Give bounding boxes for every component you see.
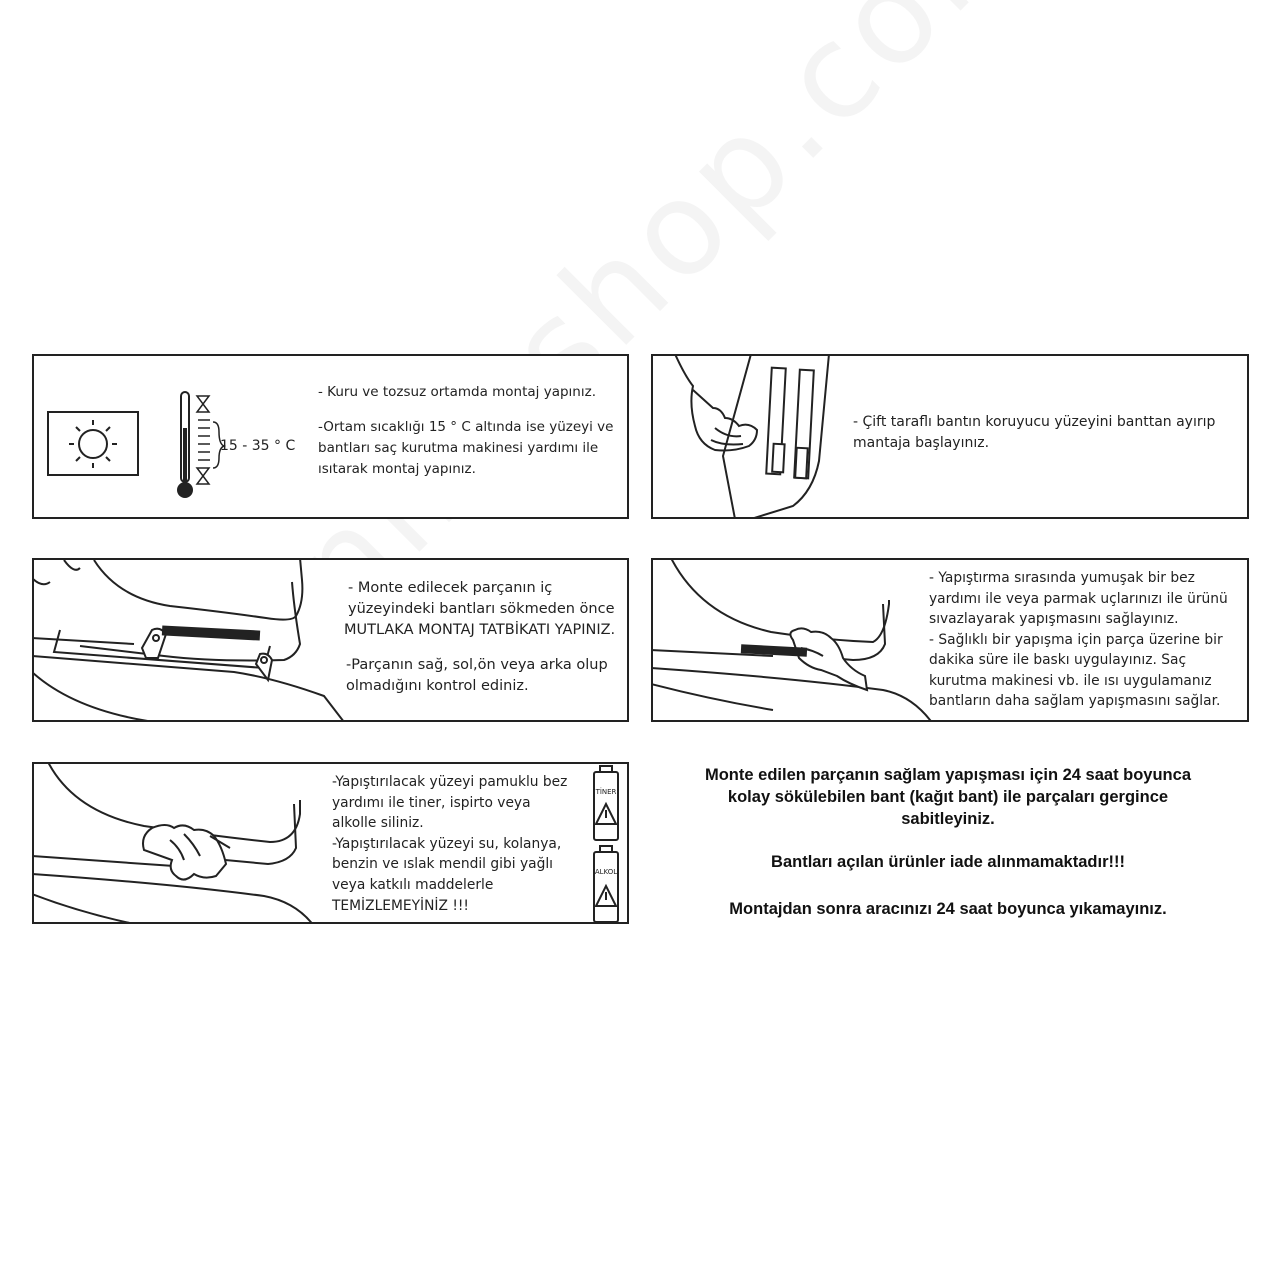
instruction-line: olmadığını kontrol ediniz. (346, 678, 529, 694)
instruction-panel-cleaning (32, 762, 629, 924)
notice-no-wash (648, 898, 1248, 920)
instruction-line: mantaja başlayınız. (853, 435, 990, 451)
instruction-line: -Ortam sıcaklığı 15 ° C altında ise yüzeyi ve (318, 419, 614, 435)
instruction-line: bantları saç kurutma makinesi yardımı ile (318, 440, 599, 456)
notice-line: Monte edilen parçanın sağlam yapışması için 24 saat boyunca (704, 766, 1191, 784)
alcohol-bottle-icon (594, 846, 618, 922)
instruction-line: - Sağlıklı bir yapışma için parça üzerine bir (929, 631, 1223, 648)
instruction-line: TEMİZLEMEYİNİZ !!! (332, 897, 469, 914)
instruction-panel-environment (32, 354, 629, 519)
notice-line: sabitleyiniz. (901, 810, 995, 828)
instruction-line: yüzeyindeki bantları sökmeden önce (348, 601, 615, 617)
press-instructions (929, 568, 1247, 712)
notice-no-returns (648, 851, 1248, 873)
instruction-panel-tape-peel (651, 354, 1249, 519)
instruction-line: dakika süre ile baskı uygulayınız. Saç (929, 652, 1187, 668)
tape-peel-instructions (853, 412, 1243, 454)
instruction-line: - Yapıştırma sırasında yumuşak bir bez (929, 570, 1195, 586)
notice-fixing (648, 764, 1248, 830)
instruction-line: - Kuru ve tozsuz ortamda montaj yapınız. (318, 384, 596, 400)
alcohol-label: ALKOL (594, 868, 618, 876)
instruction-line: alkolle siliniz. (332, 815, 424, 832)
instruction-line: veya katkılı maddelerle (332, 876, 494, 893)
instruction-line: -Parçanın sağ, sol,ön veya arka olup (346, 657, 608, 673)
instruction-line: -Yapıştırılacak yüzeyi su, kolanya, (332, 835, 562, 852)
cleaning-instructions (332, 772, 594, 916)
instruction-panel-test-fit (32, 558, 629, 722)
test-fit-instructions (344, 578, 629, 697)
notice-line: Bantları açılan ürünler iade alınmamaktadır!!! (771, 853, 1125, 871)
notice-line: kolay sökülebilen bant (kağıt bant) ile parçaları gergince (727, 788, 1169, 806)
thinner-label: TİNER (595, 788, 617, 796)
instruction-line: bantların daha sağlam yapışmasını sağlar. (929, 693, 1221, 709)
instruction-line: yardımı ile tiner, ispirto veya (332, 794, 531, 811)
environment-instructions (318, 382, 618, 480)
instruction-line: sıvazlayarak yapışmasını sağlayınız. (929, 611, 1179, 627)
instruction-line: - Çift taraflı bantın koruyucu yüzeyini banttan ayırıp (853, 414, 1216, 430)
thermometer-icon (177, 392, 224, 498)
instruction-line: benzin ve ıslak mendil gibi yağlı (332, 856, 554, 873)
instruction-line: - Monte edilecek parçanın iç (348, 580, 553, 596)
instruction-line: -Yapıştırılacak yüzeyi pamuklu bez (332, 774, 568, 790)
instruction-line: MUTLAKA MONTAJ TATBİKATI YAPINIZ. (344, 622, 616, 638)
notice-line: Montajdan sonra aracınızı 24 saat boyunca yıkamayınız. (729, 900, 1167, 918)
thinner-bottle-icon (594, 766, 618, 840)
sun-icon (48, 412, 138, 475)
instruction-line: yardımı ile veya parmak uçlarınızı ile ürünü (929, 590, 1228, 607)
instruction-line: ısıtarak montaj yapınız. (318, 461, 476, 477)
temperature-range: 15 - 35 ° C (220, 438, 296, 454)
instruction-panel-press (651, 558, 1249, 722)
instruction-line: kurutma makinesi vb. ile ısı uygulamanız (929, 672, 1212, 689)
